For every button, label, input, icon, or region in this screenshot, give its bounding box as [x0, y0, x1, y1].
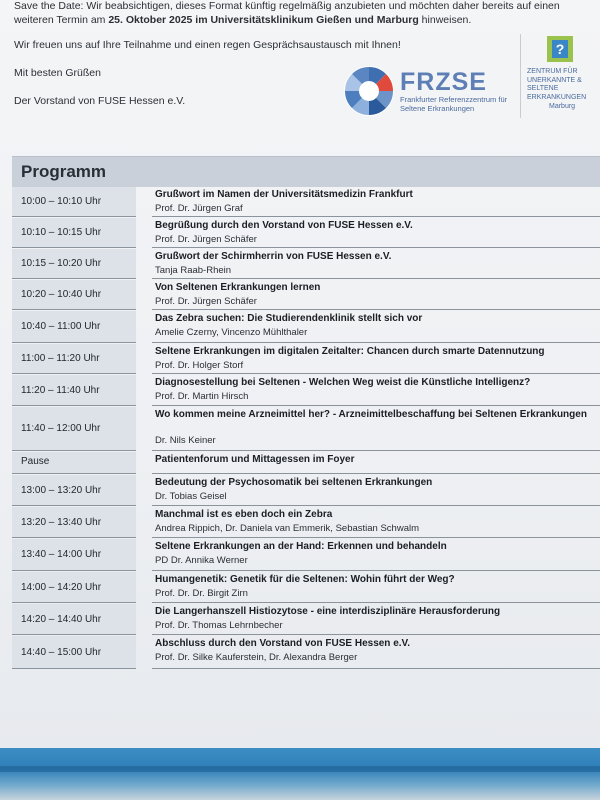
question-mark-icon — [547, 36, 573, 62]
program-desc-cell — [152, 572, 600, 603]
program-desc-cell — [152, 311, 600, 343]
program-time-cell — [12, 452, 136, 474]
program-time-cell — [12, 375, 136, 406]
program-title: Patientenforum und Mittagessen im Foyer — [155, 454, 355, 465]
program-desc-cell — [152, 344, 600, 374]
program-speaker: Prof. Dr. Holger Storf — [155, 360, 244, 371]
frzse-subtitle: Frankfurter Referenzzentrum für Seltene Erkrankungen — [400, 95, 508, 113]
program-title: Abschluss durch den Vorstand von FUSE Hessen e.V. — [155, 638, 411, 649]
program-time-cell — [12, 507, 136, 538]
program-title: Grußwort der Schirmherrin von FUSE Hessen e.V. — [155, 251, 392, 262]
program-time: 10:00 – 10:10 Uhr — [21, 196, 102, 207]
program-time: 14:20 – 14:40 Uhr — [21, 614, 102, 625]
program-title: Diagnosestellung bei Seltenen - Welchen Weg weist die Künstliche Intelligenz? — [155, 377, 531, 388]
program-row — [12, 539, 600, 571]
program-speaker: Prof. Dr. Martin Hirsch — [155, 391, 249, 402]
program-time: 10:20 – 10:40 Uhr — [21, 289, 102, 300]
sender-line: Der Vorstand von FUSE Hessen e.V. — [14, 95, 186, 107]
program-time-cell — [12, 249, 136, 279]
program-title: Grußwort im Namen der Universitätsmedizin Frankfurt — [155, 189, 413, 200]
program-row — [12, 311, 600, 343]
program-title: Die Langerhanszell Histiozytose - eine interdisziplinäre Herausforderung — [155, 606, 501, 617]
program-speaker: Prof. Dr. Jürgen Schäfer — [155, 234, 257, 245]
program-time-cell — [12, 475, 136, 506]
program-desc-cell — [152, 539, 600, 571]
program-time: 11:20 – 11:40 Uhr — [21, 385, 100, 396]
frzse-logo — [342, 64, 518, 120]
program-time-cell — [12, 218, 136, 248]
program-speaker: PD Dr. Annika Werner — [155, 555, 248, 566]
program-time-cell — [12, 407, 136, 451]
program-time-cell — [12, 187, 136, 217]
program-title: Begrüßung durch den Vorstand von FUSE Hessen e.V. — [155, 220, 413, 231]
program-heading: Programm — [21, 162, 107, 181]
program-time: 13:40 – 14:00 Uhr — [21, 549, 102, 560]
program-desc-cell — [152, 604, 600, 635]
program-row — [12, 475, 600, 506]
greeting-line: Mit besten Grüßen — [14, 67, 101, 79]
program-row — [12, 344, 600, 374]
program-title: Humangenetik: Genetik für die Seltenen: Wohin führt der Weg? — [155, 574, 455, 585]
save-the-date-end: hinweisen. — [418, 14, 472, 26]
program-row — [12, 187, 600, 217]
program-title: Bedeutung der Psychosomatik bei seltenen Erkrankungen — [155, 477, 433, 488]
program-speaker: Dr. Nils Keiner — [155, 435, 216, 446]
program-row — [12, 507, 600, 538]
program-time: 13:00 – 13:20 Uhr — [21, 485, 102, 496]
program-time: 10:15 – 10:20 Uhr — [21, 258, 102, 269]
svg-text:?: ? — [555, 41, 565, 57]
program-desc-cell — [152, 280, 600, 310]
program-speaker: Prof. Dr. Thomas Lehrnbecher — [155, 620, 283, 631]
program-desc-cell — [152, 475, 600, 506]
program-row — [12, 636, 600, 669]
program-row — [12, 218, 600, 248]
program-row — [12, 604, 600, 635]
program-row — [12, 249, 600, 279]
program-time: Pause — [21, 456, 50, 467]
save-the-date-bold: 25. Oktober 2025 im Universitätsklinikum Gießen und Marburg — [108, 14, 419, 26]
program-title: Von Seltenen Erkrankungen lernen — [155, 282, 321, 293]
program-time-cell — [12, 604, 136, 635]
program-header — [12, 156, 600, 187]
program-desc-cell — [152, 636, 600, 669]
program-time-cell — [12, 280, 136, 310]
zentrum-title: ZENTRUM FÜR UNERKANNTE & SELTENE ERKRANKUNGEN — [527, 68, 587, 101]
program-time: 11:00 – 11:20 Uhr — [21, 353, 100, 364]
bottom-edge-band — [0, 748, 600, 800]
zentrum-city: Marburg — [549, 103, 576, 110]
program-title: Das Zebra suchen: Die Studierendenklinik stellt sich vor — [155, 313, 423, 324]
program-title: Seltene Erkrankungen an der Hand: Erkennen und behandeln — [155, 541, 447, 552]
program-title: Wo kommen meine Arzneimittel her? - Arzneimittelbeschaffung bei Seltenen Erkrankungen — [155, 409, 587, 420]
program-row — [12, 572, 600, 603]
program-row — [12, 375, 600, 406]
program-time: 10:10 – 10:15 Uhr — [21, 227, 102, 238]
frzse-wordmark: FRZSE — [400, 68, 487, 96]
program-speaker: Dr. Tobias Geisel — [155, 491, 227, 502]
program-time: 14:00 – 14:20 Uhr — [21, 582, 102, 593]
program-time-cell — [12, 539, 136, 571]
bottom-stripe — [0, 766, 600, 772]
program-speaker: Prof. Dr. Silke Kauferstein, Dr. Alexandra Berger — [155, 652, 358, 663]
program-time: 13:20 – 13:40 Uhr — [21, 517, 102, 528]
program-speaker: Amelie Czerny, Vincenzo Mühlthaler — [155, 327, 308, 338]
save-the-date-paragraph — [14, 0, 599, 27]
program-desc-cell — [152, 407, 600, 451]
program-desc-cell — [152, 507, 600, 538]
program-desc-cell — [152, 375, 600, 406]
program-time-cell — [12, 311, 136, 343]
save-the-date-text: Save the Date: Wir beabsichtigen, dieses Format künftig regelmäßig anzubieten und möchten daher bereits auf einen weiteren Termin am — [14, 0, 560, 26]
program-desc-cell — [152, 218, 600, 248]
program-speaker: Tanja Raab-Rhein — [155, 265, 232, 276]
program-row — [12, 280, 600, 310]
zentrum-logo — [520, 34, 599, 118]
program-desc-cell — [152, 249, 600, 279]
program-speaker: Andrea Rippich, Dr. Daniela van Emmerik, Sebastian Schwalm — [155, 523, 420, 534]
frzse-emblem-icon — [342, 64, 396, 118]
program-speaker: Prof. Dr. Jürgen Graf — [155, 203, 243, 214]
welcome-line: Wir freuen uns auf Ihre Teilnahme und einen regen Gesprächsaustausch mit Ihnen! — [14, 39, 401, 51]
program-row — [12, 407, 600, 451]
program-time: 14:40 – 15:00 Uhr — [21, 647, 102, 658]
program-title: Seltene Erkrankungen im digitalen Zeitalter: Chancen durch smarte Datennutzung — [155, 346, 545, 357]
program-title: Manchmal ist es eben doch ein Zebra — [155, 509, 333, 520]
program-time: 11:40 – 12:00 Uhr — [21, 423, 101, 434]
program-speaker: Prof. Dr. Jürgen Schäfer — [155, 296, 257, 307]
program-time-cell — [12, 344, 136, 374]
program-time-cell — [12, 572, 136, 603]
program-speaker: Prof. Dr. Dr. Birgit Zirn — [155, 588, 248, 599]
program-time: 10:40 – 11:00 Uhr — [21, 321, 101, 332]
program-row — [12, 452, 600, 474]
program-desc-cell — [152, 452, 600, 474]
program-desc-cell — [152, 187, 600, 217]
program-time-cell — [12, 636, 136, 669]
